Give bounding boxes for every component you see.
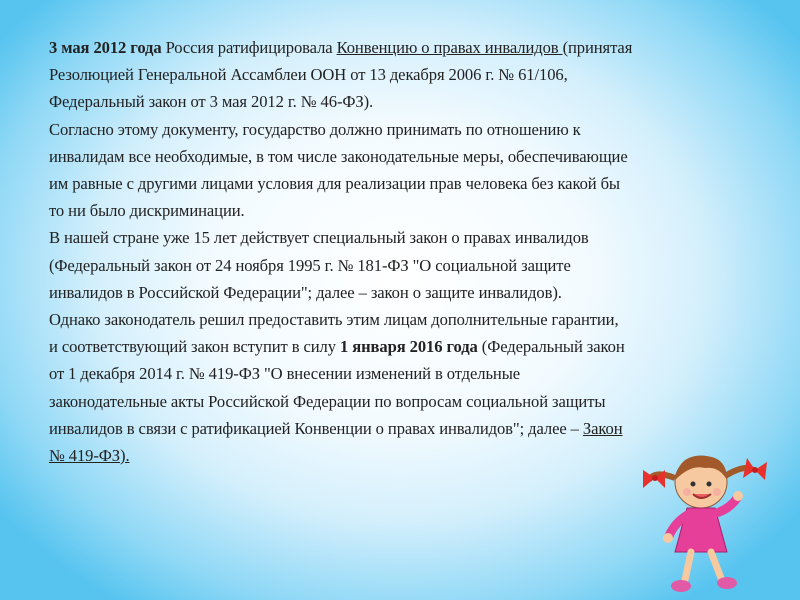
text-segment: от 1 декабря 2014 г. № 419-ФЗ "О внесении изменений в отдельные (49, 364, 521, 384)
text-line (49, 388, 779, 415)
text-line (49, 34, 779, 61)
text-line (49, 252, 779, 279)
paragraph (49, 116, 779, 225)
text-line (49, 415, 779, 442)
text-segment: Однако законодатель решил предоставить этим лицам дополнительные гарантии, (49, 310, 619, 330)
text-segment: (Федеральный закон от 24 ноября 1995 г. № 181-ФЗ "О социальной защите (49, 255, 571, 275)
text-segment: (Федеральный закон (477, 337, 625, 357)
text-segment: В нашей стране уже 15 лет действует специальный закон о правах инвалидов (49, 228, 589, 248)
paragraph (49, 224, 779, 306)
text-line (49, 170, 779, 197)
text-segment: Резолюцией Генеральной Ассамблеи ООН от 13 декабря 2006 г. № 61/106, (49, 65, 568, 85)
cartoon-girl-icon (635, 440, 775, 600)
text-segment: Федеральный закон от 3 мая 2012 г. № 46-ФЗ). (49, 92, 374, 112)
text-line (49, 360, 779, 387)
text-line (49, 88, 779, 115)
text-line (49, 333, 779, 360)
text-segment: (принятая (562, 38, 633, 57)
text-segment: Согласно этому документу, государство должно принимать по отношению к (49, 119, 581, 139)
text-segment: и соответствующий закон вступит в силу (49, 337, 340, 357)
slide-text (49, 34, 779, 469)
text-line (49, 306, 779, 333)
text-segment: им равные с другими лицами условия для реализации прав человека без какой бы (49, 174, 620, 194)
text-line (49, 143, 779, 170)
text-line (49, 61, 779, 88)
link-text[interactable]: Закон (582, 418, 623, 438)
text-line (49, 197, 779, 224)
link-text[interactable]: Конвенцию о правах инвалидов (336, 38, 563, 57)
text-segment: инвалидов в Российской Федерации"; далее – закон о защите инвалидов). (49, 282, 562, 302)
text-segment: инвалидам все необходимые, в том числе законодательные меры, обеспечивающие (49, 146, 628, 166)
text-line (49, 279, 779, 306)
link-text[interactable]: № 419-ФЗ). (49, 446, 130, 466)
text-segment: законодательные акты Российской Федерации по вопросам социальной защиты (49, 391, 606, 411)
text-line (49, 224, 779, 251)
bold-text: 1 января 2016 года (339, 337, 478, 357)
bold-text: 3 мая 2012 года (49, 38, 162, 57)
text-segment: Россия ратифицировала (161, 38, 337, 57)
text-line (49, 116, 779, 143)
text-segment: инвалидов в связи с ратификацией Конвенции о правах инвалидов"; далее – (49, 418, 583, 438)
paragraph (49, 34, 779, 116)
text-segment: то ни было дискриминации. (49, 201, 245, 221)
